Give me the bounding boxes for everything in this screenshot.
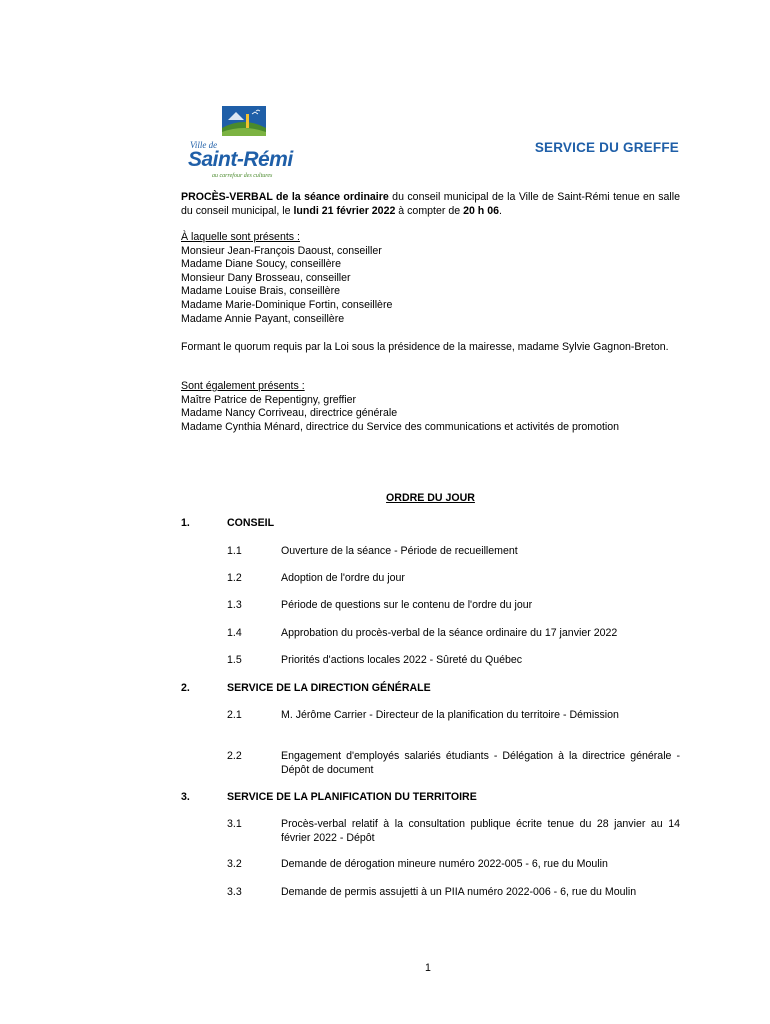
item-number: 1.3: [227, 599, 242, 611]
logo-name: Saint-Rémi: [188, 148, 293, 171]
item-number: 3.2: [227, 858, 242, 870]
item-text: Engagement d'employés salariés étudiants - Délégation à la directrice générale - Dépôt de document: [281, 750, 680, 776]
also-present-heading: Sont également présents :: [181, 380, 305, 392]
agenda-title: ORDRE DU JOUR: [386, 492, 475, 504]
intro-paragraph: [181, 191, 680, 218]
logo-tagline: au carrefour des cultures: [212, 173, 273, 179]
present-member: Madame Diane Soucy, conseillère: [181, 258, 341, 271]
logo-prefix: Ville de: [190, 140, 218, 150]
present-member: Madame Louise Brais, conseillère: [181, 285, 340, 298]
intro-text-2: à compter de: [395, 204, 464, 217]
present-member: Madame Annie Payant, conseillère: [181, 312, 345, 325]
item-number: 1.1: [227, 545, 242, 557]
item-text: Demande de permis assujetti à un PIIA numéro 2022-006 - 6, rue du Moulin: [281, 886, 637, 898]
item-text: Ouverture de la séance - Période de recueillement: [281, 545, 518, 557]
item-number: 3.1: [227, 818, 242, 830]
item-text: Demande de dérogation mineure numéro 2022-005 - 6, rue du Moulin: [281, 858, 608, 870]
intro-date: lundi 21 février 2022: [293, 204, 396, 217]
intro-text-1: du conseil municipal de la Ville de Saint-Rémi tenue en salle du conseil municipal, le: [181, 191, 680, 217]
present-member: Monsieur Dany Brosseau, conseiller: [181, 271, 351, 284]
item-number: 1.2: [227, 572, 242, 584]
section-number: 2.: [181, 682, 190, 694]
intro-title: PROCÈS-VERBAL de la séance ordinaire: [181, 191, 389, 203]
item-text: M. Jérôme Carrier - Directeur de la planification du territoire - Démission: [281, 709, 619, 721]
present-member: Monsieur Jean-François Daoust, conseiller: [181, 244, 382, 257]
intro-text-3: .: [499, 204, 502, 217]
quorum-paragraph: Formant le quorum requis par la Loi sous la présidence de la mairesse, madame Sylvie Gagnon-Breton.: [181, 341, 669, 353]
item-text: Adoption de l'ordre du jour: [281, 572, 405, 584]
present-list: [181, 231, 680, 326]
service-title: SERVICE DU GREFFE: [534, 140, 679, 155]
item-number: 1.4: [227, 627, 242, 639]
section-title: CONSEIL: [227, 517, 275, 529]
item-text: Période de questions sur le contenu de l'ordre du jour: [281, 599, 533, 611]
section-number: 1.: [181, 517, 190, 529]
item-text: Priorités d'actions locales 2022 - Sûreté du Québec: [281, 654, 523, 666]
city-logo: [186, 106, 300, 182]
logo-emblem-icon: [222, 106, 266, 142]
item-number: 3.3: [227, 886, 242, 898]
item-number: 2.1: [227, 709, 242, 721]
also-present-member: Madame Nancy Corriveau, directrice générale: [181, 407, 398, 420]
intro-time: 20 h 06: [463, 204, 500, 217]
item-text: Approbation du procès-verbal de la séance ordinaire du 17 janvier 2022: [281, 627, 618, 639]
also-present-member: Maître Patrice de Repentigny, greffier: [181, 393, 357, 406]
section-number: 3.: [181, 791, 190, 803]
item-number: 1.5: [227, 654, 242, 666]
present-heading: À laquelle sont présents :: [181, 231, 300, 243]
also-present-member: Madame Cynthia Ménard, directrice du Service des communications et activités de promotion: [181, 420, 620, 433]
item-text: Procès-verbal relatif à la consultation publique écrite tenue du 28 janvier au 14 février 2022 - Dépôt: [281, 818, 680, 844]
section-title: SERVICE DE LA DIRECTION GÉNÉRALE: [227, 682, 431, 694]
page-number: 1: [425, 962, 431, 974]
section-title: SERVICE DE LA PLANIFICATION DU TERRITOIRE: [227, 791, 477, 803]
present-member: Madame Marie-Dominique Fortin, conseillère: [181, 298, 393, 311]
item-number: 2.2: [227, 750, 242, 762]
also-present-list: [181, 380, 680, 434]
